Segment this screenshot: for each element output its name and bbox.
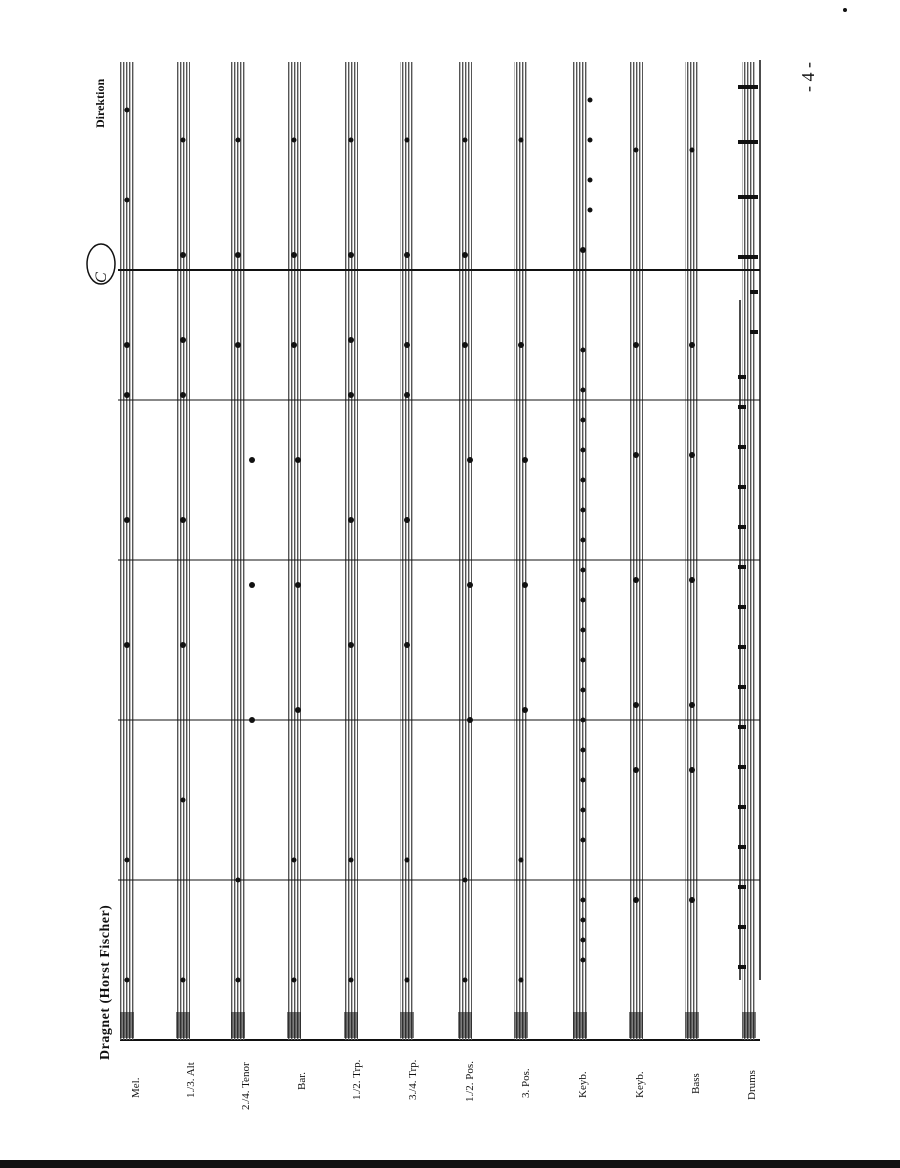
staff-trp34: [400, 62, 414, 1040]
label-keyb1: Keyb.: [577, 1071, 589, 1098]
staff-tenor: [231, 62, 245, 1040]
label-pos12: 1./2. Pos.: [464, 1061, 476, 1102]
staff-alt: [176, 62, 190, 1040]
label-pos3: 3. Pos.: [520, 1068, 532, 1098]
direction-label: Direktion: [93, 78, 107, 128]
label-bar: Bar.: [296, 1071, 308, 1090]
rehearsal-mark-letter: C: [93, 272, 110, 283]
staff-mel: [120, 62, 134, 1040]
bottom-edge-bar: [0, 1160, 900, 1168]
staff-pos3: [514, 62, 528, 1040]
staff-group: [120, 62, 756, 1040]
staff-bass: [685, 62, 699, 1040]
label-keyb2: Keyb.: [634, 1071, 646, 1098]
label-trp12: 1./2. Trp.: [351, 1059, 363, 1100]
label-bass: Bass: [690, 1073, 702, 1094]
label-alt: 1./3. Alt: [185, 1062, 197, 1098]
score-title: Dragnet (Horst Fischer): [98, 904, 113, 1060]
staff-bar: [287, 62, 301, 1040]
staff-drums: [742, 62, 756, 1040]
label-trp34: 3./4. Trp.: [407, 1059, 419, 1100]
page-number: - 4 -: [798, 62, 818, 92]
label-mel: Mel.: [130, 1077, 142, 1098]
staff-trp12: [344, 62, 358, 1040]
staff-pos12: [458, 62, 472, 1040]
label-tenor: 2./4. Tenor: [240, 1062, 252, 1110]
staff-keyb2: [629, 62, 643, 1040]
label-drums: Drums: [746, 1070, 758, 1100]
